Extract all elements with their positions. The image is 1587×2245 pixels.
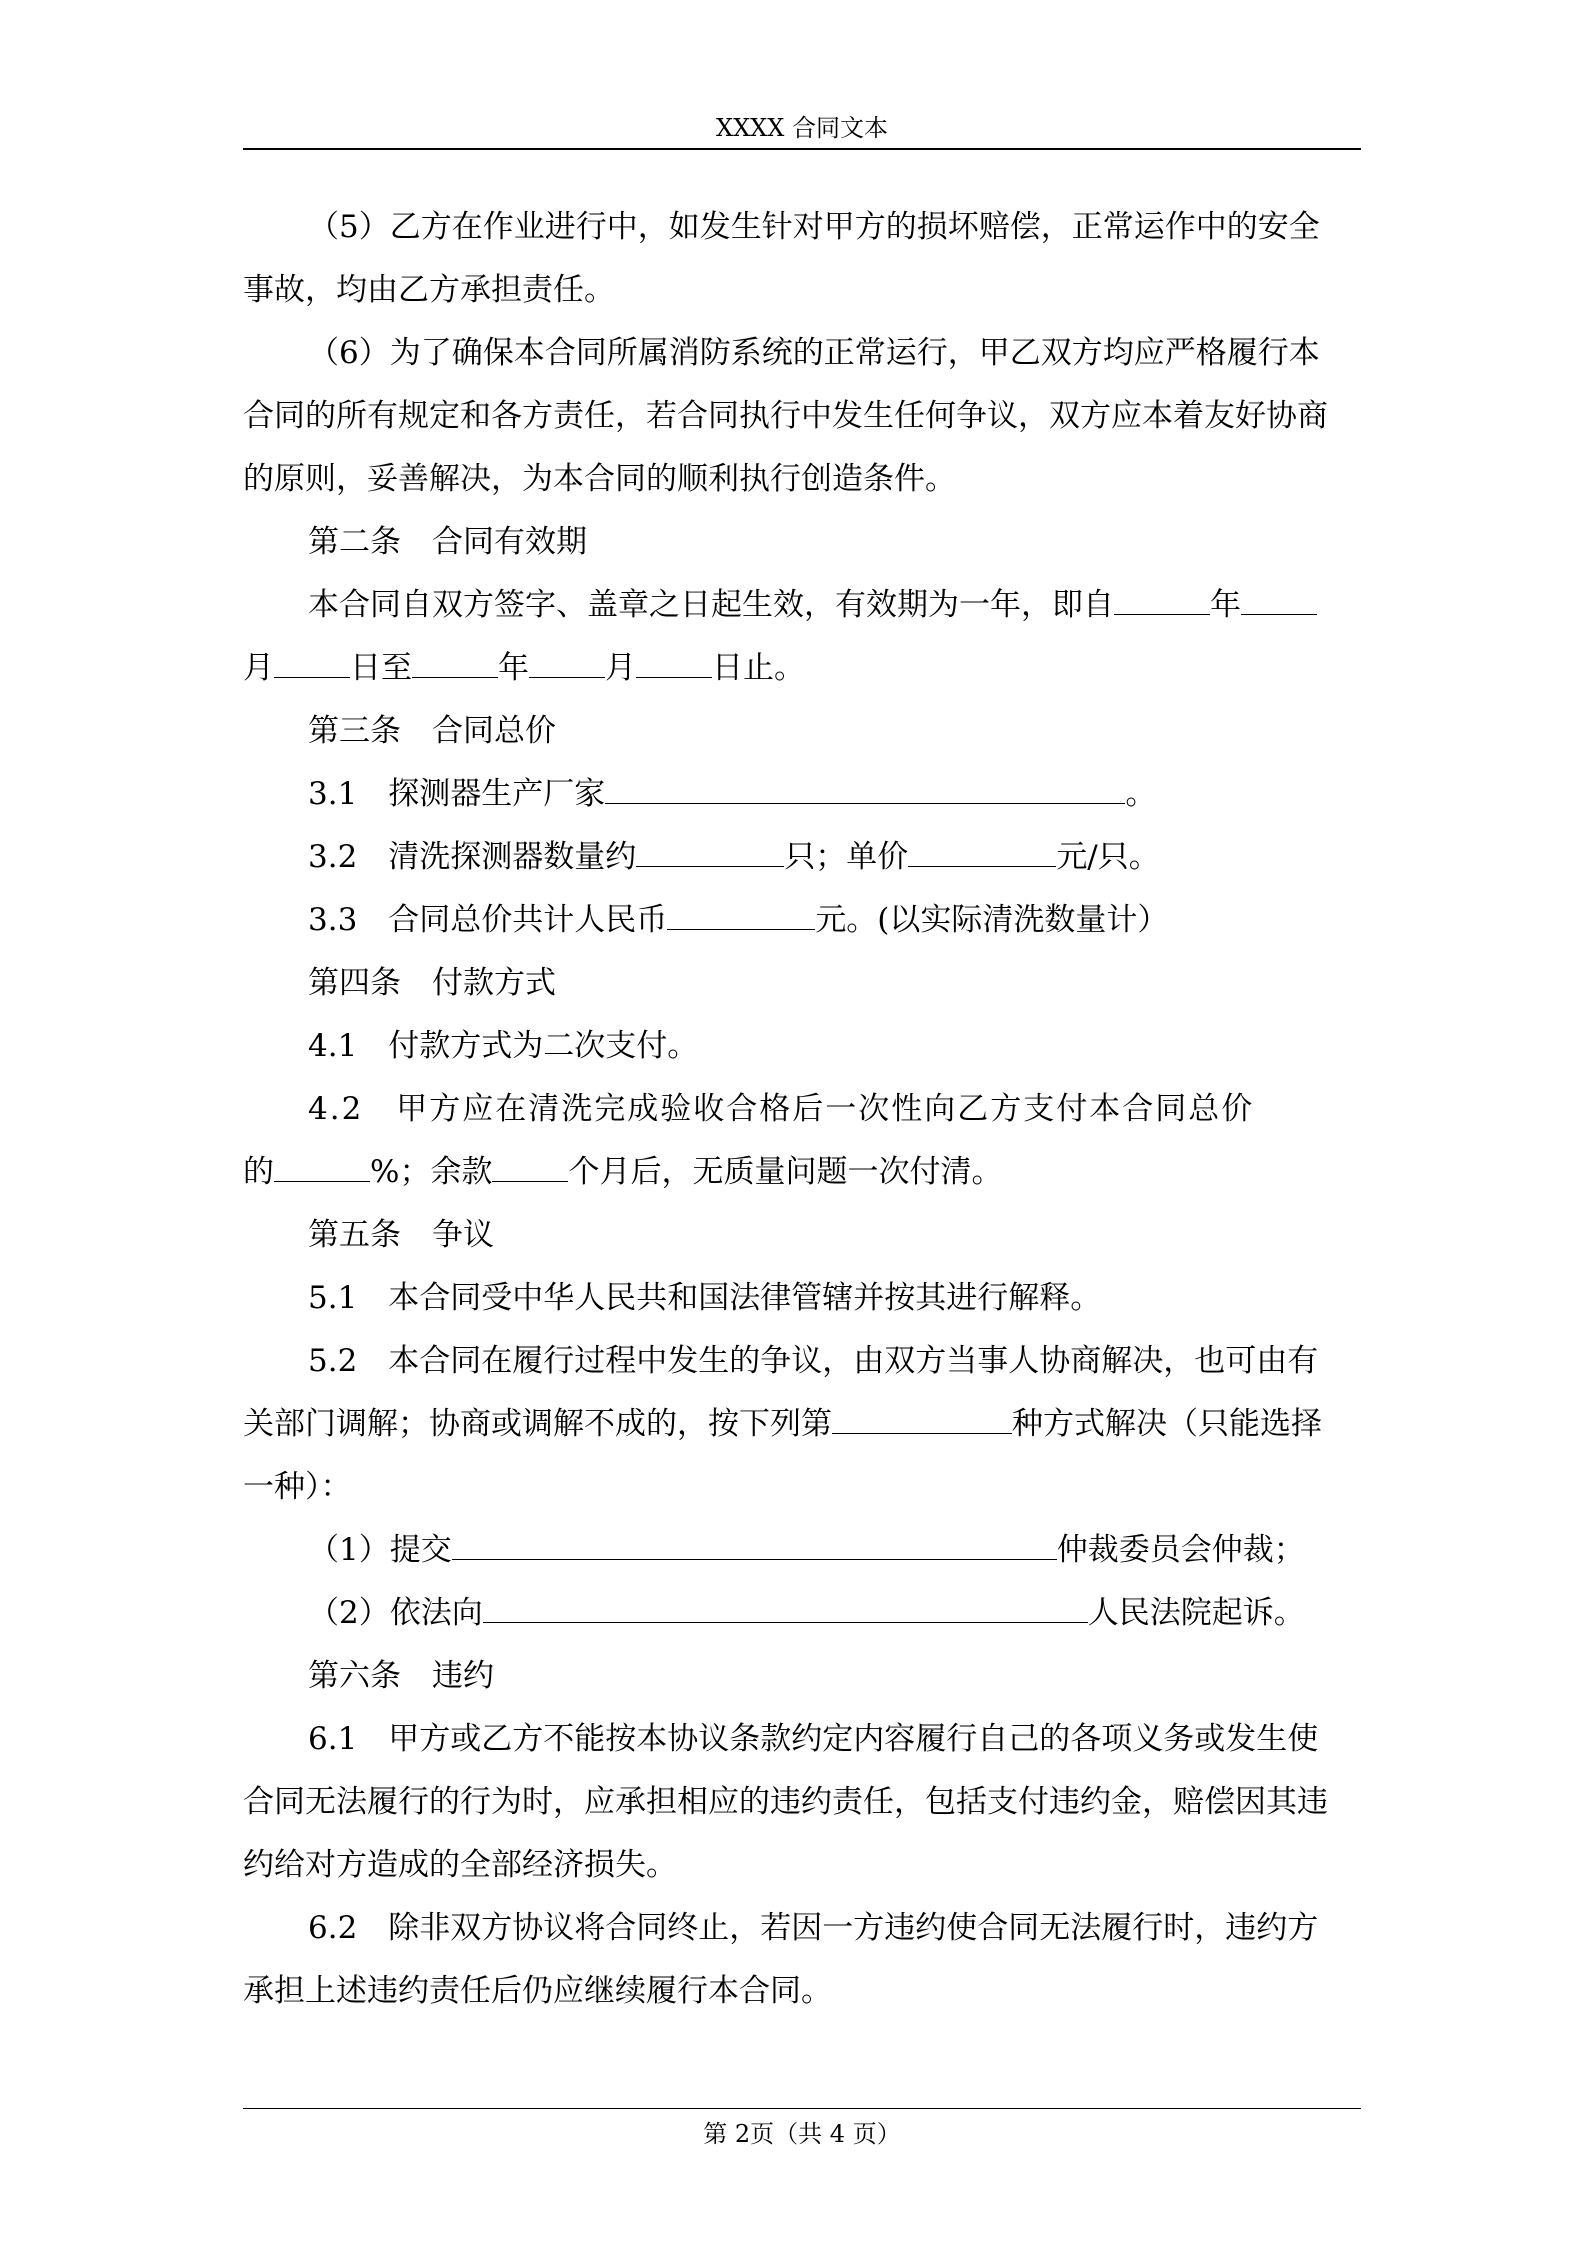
article-2-text-b: 年 [1210,587,1241,623]
blank-end-year[interactable] [412,651,498,678]
clause-4-2-text-b: 的 [243,1154,274,1190]
article-2-text-c: 月 [243,650,274,686]
clause-5-2-line-1: 5.2 本合同在履行过程中发生的争议，由双方当事人协商解决，也可由有 [308,1343,1319,1379]
page-number: 第 2页（共 4 页） [703,2120,901,2148]
clause-6-1-line-1: 6.1 甲方或乙方不能按本协议条款约定内容履行自己的各项义务或发生使 [308,1721,1319,1757]
article-2-text-a: 本合同自双方签字、盖章之日起生效，有效期为一年，即自 [308,587,1114,623]
clause-3-1-text-a: 3.1 探测器生产厂家 [308,776,606,812]
clause-4-2-text-c: %；余款 [370,1154,493,1190]
clause-5-1: 5.1 本合同受中华人民共和国法律管辖并按其进行解释。 [308,1280,1102,1316]
option-1 [243,1519,1361,1582]
clause-3-3-text-a: 3.3 合同总价共计人民币 [308,902,668,938]
clause-4-2-line-2 [243,1141,1361,1204]
clause-6-line-3: 的原则，妥善解决，为本合同的顺利执行创造条件。 [243,461,956,497]
article-2-text-f: 月 [605,650,636,686]
blank-months[interactable] [492,1155,568,1182]
blank-end-month[interactable] [529,651,605,678]
blank-unit-price[interactable] [908,840,1056,867]
clause-3-1-text-b: 。 [1125,776,1157,812]
article-2-heading: 第二条 合同有效期 [308,524,587,560]
clause-5-line-1: （5）乙方在作业进行中，如发生针对甲方的损坏赔偿，正常运作中的安全 [308,209,1320,245]
clause-6-line-2: 合同的所有规定和各方责任，若合同执行中发生任何争议，双方应本着友好协商 [243,398,1328,434]
blank-total-price[interactable] [667,903,815,930]
clause-6-2-line-1: 6.2 除非双方协议将合同终止，若因一方违约使合同无法履行时，违约方 [308,1910,1319,1946]
clause-5-2-text-c: 种方式解决（只能选择 [1012,1406,1322,1442]
clause-3-3 [243,889,1361,952]
blank-percent[interactable] [274,1155,370,1182]
clause-3-3-text-b: 元。(以实际清洗数量计） [815,902,1169,938]
clause-3-2 [243,826,1361,889]
blank-manufacturer[interactable] [605,777,1125,804]
blank-start-day[interactable] [274,651,350,678]
article-2-text-d: 日至 [350,650,412,686]
article-2-line-2 [243,637,1361,700]
article-2-text-e: 年 [498,650,529,686]
option-1-text-b: 仲裁委员会仲裁； [1056,1532,1305,1568]
clause-6-line-1: （6）为了确保本合同所属消防系统的正常运行，甲乙双方均应严格履行本 [308,335,1320,371]
clause-6-2-line-2: 承担上述违约责任后仍应继续履行本合同。 [243,1973,832,2009]
header-rule [243,148,1361,150]
option-2-text-b: 人民法院起诉。 [1087,1595,1305,1631]
article-4-heading: 第四条 付款方式 [308,965,556,1001]
clause-4-1: 4.1 付款方式为二次支付。 [308,1028,699,1064]
clause-5-2-text-b: 关部门调解；协商或调解不成的，按下列第 [243,1406,832,1442]
article-5-heading: 第五条 争议 [308,1217,494,1253]
clause-4-2-line-1: 4.2 甲方应在清洗完成验收合格后一次性向乙方支付本合同总价 [308,1091,1255,1127]
blank-start-year[interactable] [1114,588,1210,615]
blank-start-month[interactable] [1241,588,1317,615]
page-header: XXXX 合同文本 [716,114,888,142]
clause-3-2-text-b: 只；单价 [784,839,909,875]
option-2-text-a: （2）依法向 [308,1595,483,1631]
clause-5-line-2: 事故，均由乙方承担责任。 [243,272,615,308]
clause-6-1-line-3: 约给对方造成的全部经济损失。 [243,1847,677,1883]
article-2-line-1 [243,574,1361,637]
clause-3-1 [243,763,1361,826]
article-3-heading: 第三条 合同总价 [308,713,556,749]
option-1-text-a: （1）提交 [308,1532,452,1568]
clause-6-1-line-2: 合同无法履行的行为时，应承担相应的违约责任，包括支付违约金，赔偿因其违 [243,1784,1328,1820]
blank-arbitration-commission[interactable] [452,1533,1057,1560]
article-6-heading: 第六条 违约 [308,1658,494,1694]
blank-method-number[interactable] [832,1407,1012,1434]
blank-end-day[interactable] [636,651,712,678]
clause-3-2-text-c: 元/只。 [1056,839,1160,875]
article-2-text-g: 日止。 [712,650,805,686]
clause-3-2-text-a: 3.2 清洗探测器数量约 [308,839,637,875]
blank-quantity[interactable] [636,840,784,867]
clause-5-2-line-3: 一种）： [243,1469,352,1505]
clause-4-2-text-d: 个月后，无质量问题一次付清。 [568,1154,1003,1190]
blank-court[interactable] [483,1596,1088,1623]
document-body [243,196,1361,2023]
clause-5-2-line-2 [243,1393,1361,1456]
option-2 [243,1582,1361,1645]
footer-rule [243,2108,1361,2109]
